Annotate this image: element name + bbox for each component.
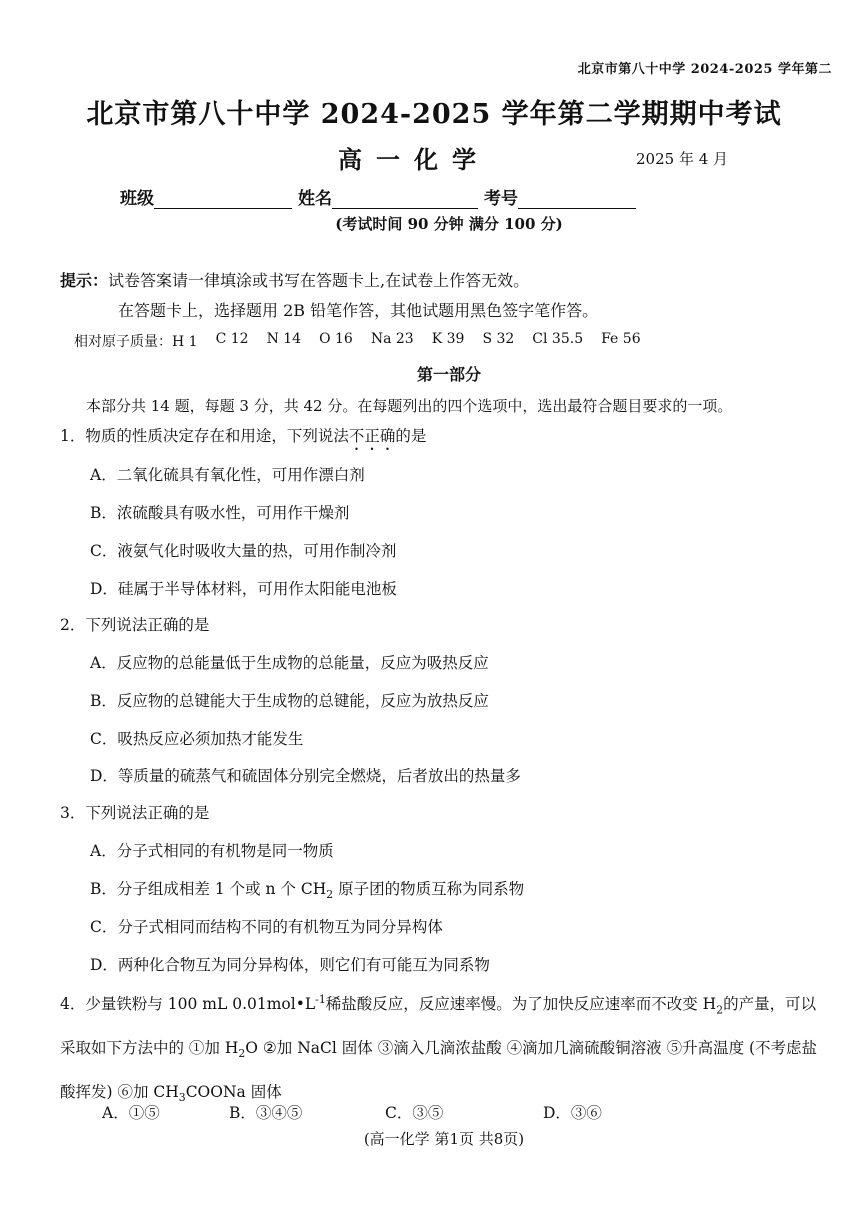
part-title: 第一部分: [416, 365, 481, 384]
question-4-option-a: A．①⑤: [102, 1104, 160, 1122]
question-4-option-d: D．③⑥: [543, 1104, 602, 1122]
question-1-option-b: B．浓硫酸具有吸水性，可用作干燥剂: [90, 504, 350, 522]
mass-item: Cl 35.5: [532, 331, 584, 347]
tip-label: 提示：: [60, 271, 109, 290]
question-2-option-c: C．吸热反应必须加热才能发生: [90, 730, 304, 748]
class-label: 班级: [120, 189, 154, 209]
question-1-option-a: A．二氧化硫具有氧化性，可用作漂白剂: [90, 466, 365, 484]
class-field[interactable]: [154, 190, 292, 209]
question-3-option-d: D．两种化合物互为同分异构体，则它们有可能互为同系物: [90, 956, 490, 974]
question-3-option-a: A．分子式相同的有机物是同一物质: [90, 842, 334, 860]
question-2-option-a: A．反应物的总能量低于生成物的总能量，反应为吸热反应: [90, 654, 489, 672]
exam-date: 2025 年 4 月: [636, 150, 729, 168]
number-field[interactable]: [518, 190, 636, 209]
name-label: 姓名: [298, 189, 332, 209]
question-3-option-b: B．分子组成相差 1 个或 n 个 $CH_2$ 原子团的物质互称为同系物: [90, 880, 525, 902]
atomic-masses: [74, 331, 641, 351]
name-field[interactable]: [332, 190, 478, 209]
question-3-option-c: C．分子式相同而结构不同的有机物互为同分异构体: [90, 918, 443, 936]
question-1-option-c: C．液氨气化时吸收大量的热，可用作制冷剂: [90, 542, 397, 560]
tip-line-2: 在答题卡上，选择题用 2B 铅笔作答，其他试题用黑色签字笔作答。: [118, 301, 599, 320]
student-fields: [120, 184, 642, 209]
question-4-stem: 4．少量铁粉与 100 mL $0.01mol•L^{-1}$稀盐酸反应，反应速率慢。为了加快反应速率而不改变 $H_2$的产量，可以采取如下方法中的 ①加 $H_2O$ ②加 NaCl 固体 ③滴入几滴浓盐酸 ④滴加几滴硫酸铜溶液 ⑤升高温度 (不考虑盐酸挥发) ⑥加 $CH_3COONa$ 固体: [60, 993, 818, 1105]
mass-item: N 14: [266, 331, 302, 347]
mass-item: K 39: [431, 331, 465, 347]
masses-label: 相对原子质量：H 1: [74, 334, 198, 350]
number-label: 考号: [484, 189, 518, 209]
question-2-option-d: D．等质量的硫蒸气和硫固体分别完全燃烧，后者放出的热量多: [90, 767, 521, 785]
exam-title: 北京市第八十中学 2024-2025 学年第二学期期中考试: [86, 99, 782, 130]
question-4-options: [102, 1101, 602, 1123]
tip-line-1: [60, 268, 529, 291]
mass-item: Na 23: [370, 331, 414, 347]
emphasis-text: 不正确: [348, 427, 396, 445]
page-footer: (高一化学 第1页 共8页): [363, 1130, 525, 1148]
question-4-option-b: B．③④⑤: [229, 1104, 303, 1122]
question-4-option-c: C．③⑤: [385, 1104, 444, 1122]
mass-item: C 12: [215, 331, 249, 347]
subject-title: 高一化学: [338, 145, 490, 174]
question-1-stem: 1．物质的性质决定存在和用途，下列说法不正确的是: [60, 427, 427, 445]
tip-text-1: 试卷答案请一律填涂或书写在答题卡上,在试卷上作答无效。: [108, 271, 530, 290]
mass-item: Fe 56: [601, 331, 641, 347]
mass-item: S 32: [482, 331, 515, 347]
header-corner: 北京市第八十中学 2024-2025 学年第二: [577, 62, 832, 77]
question-3-stem: 3．下列说法正确的是: [60, 804, 210, 822]
part-description: 本部分共 14 题，每题 3 分，共 42 分。在每题列出的四个选项中，选出最符合题目要求的一项。: [86, 397, 733, 415]
question-2-stem: 2．下列说法正确的是: [60, 616, 210, 634]
exam-info: (考试时间 90 分钟 满分 100 分): [335, 215, 563, 233]
mass-item: O 16: [319, 331, 353, 347]
question-1-option-d: D．硅属于半导体材料，可用作太阳能电池板: [90, 580, 397, 598]
question-2-option-b: B．反应物的总键能大于生成物的总键能，反应为放热反应: [90, 692, 489, 710]
